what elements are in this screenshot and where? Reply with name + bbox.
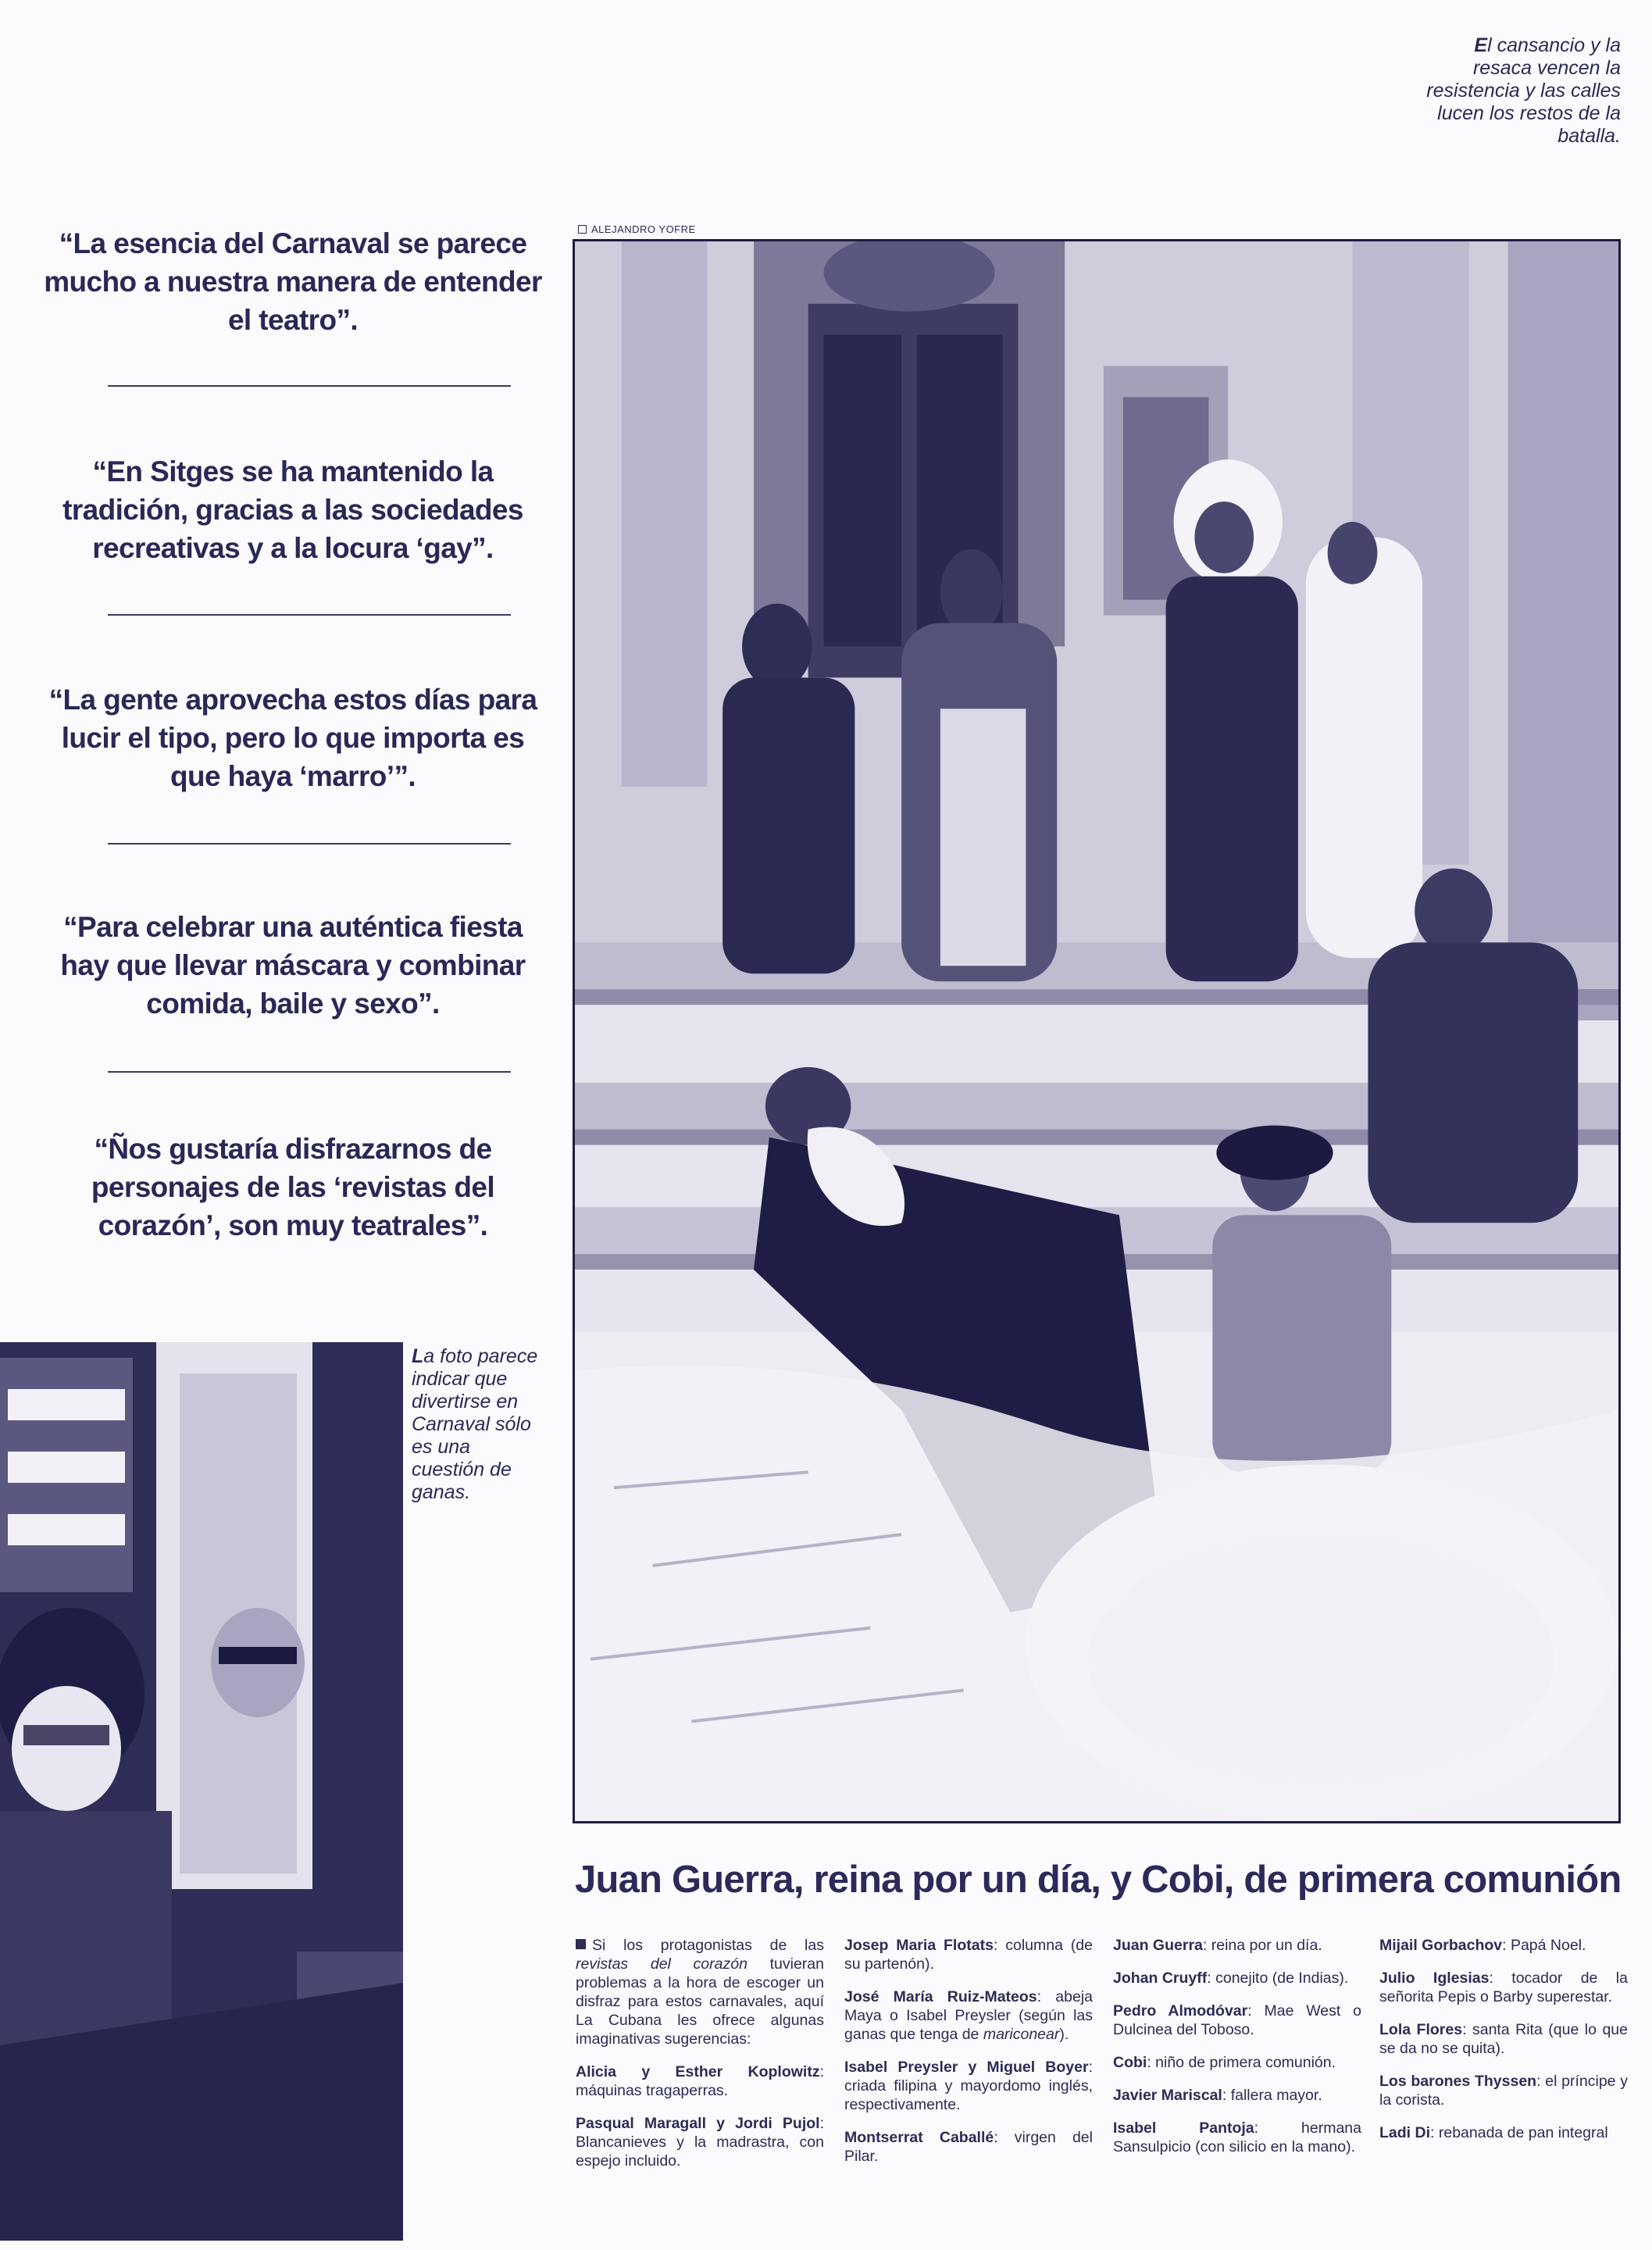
bullet-square-icon	[576, 1939, 586, 1949]
quote-divider	[108, 614, 511, 616]
entry: Montserrat Caballé: virgen del Pilar.	[844, 2129, 1093, 2165]
entry: Johan Cruyff: conejito (de Indias).	[1113, 1970, 1349, 1987]
entry: Isabel Pantoja: hermana Sansulpicio (con silicio en la mano).	[1113, 2120, 1361, 2155]
quote-divider	[108, 1071, 511, 1073]
pull-quote-2: “En Sitges se ha mantenido la tradición, gracias a las sociedades recreativas y a la locura ‘gay”.	[62, 455, 523, 564]
small-photo-image	[0, 1342, 403, 2241]
pull-quote-3: “La gente aprovecha estos días para lucir el tipo, pero lo que importa es que haya ‘marro’”.	[48, 684, 537, 792]
entry: Ladi Di: rebanada de pan integral	[1379, 2124, 1608, 2141]
entry: Alicia y Esther Koplowitz: máquinas tragaperras.	[576, 2063, 824, 2099]
caption-top	[1418, 34, 1621, 148]
entry: Javier Mariscal: fallera mayor.	[1113, 2087, 1322, 2104]
text-column-1	[576, 1936, 824, 2184]
entry: Lola Flores: santa Rita (que lo que se da no se quita).	[1379, 2021, 1628, 2057]
main-photo	[573, 239, 1621, 1823]
text-column-4	[1379, 1936, 1628, 2156]
entry: Pedro Almodóvar: Mae West o Dulcinea del Toboso.	[1113, 2002, 1362, 2038]
entry: Isabel Preysler y Miguel Boyer: criada filipina y mayordomo inglés, respectivamente.	[844, 2059, 1093, 2113]
entry: Josep Maria Flotats: columna (de su partenón).	[844, 1937, 1093, 1973]
pull-quote-4: “Para celebrar una auténtica fiesta hay que llevar máscara y combinar comida, baile y sexo”.	[60, 911, 526, 1020]
caption-side-dropcap: L	[412, 1345, 424, 1367]
caption-side	[412, 1345, 544, 1504]
caption-side-text: a foto parece indicar que divertirse en Carnaval sólo es una cuestión de ganas.	[412, 1345, 538, 1503]
entry: Juan Guerra: reina por un día.	[1113, 1937, 1322, 1954]
entry: Cobi: niño de primera comunión.	[1113, 2054, 1336, 2071]
credit-box-icon	[578, 225, 587, 234]
entry: Pasqual Maragall y Jordi Pujol: Blancanieves y la madrastra, con espejo incluido.	[576, 2115, 824, 2170]
caption-top-text: l cansancio y la resaca vencen la resistencia y las calles lucen los restos de la batalla.	[1426, 34, 1621, 147]
quote-divider	[108, 385, 511, 387]
pull-quote-5: “Ños gustaría disfrazarnos de personajes de las ‘revistas del corazón’, son muy teatrales”.	[91, 1133, 495, 1241]
pull-quote-1: “La esencia del Carnaval se parece mucho a nuestra manera de entender el teatro”.	[44, 227, 542, 336]
photo-credit-text: ALEJANDRO YOFRE	[591, 223, 696, 235]
entry: José María Ruiz-Mateos: abeja Maya o Isabel Preysler (según las ganas que tenga de mariconear).	[844, 1988, 1093, 2043]
entry: Los barones Thyssen: el príncipe y la corista.	[1379, 2073, 1628, 2109]
headline: Juan Guerra, reina por un día, y Cobi, de primera comunión	[575, 1859, 1622, 1901]
entry: Mijail Gorbachov: Papá Noel.	[1379, 1937, 1586, 1954]
photo-credit	[578, 223, 696, 235]
entry: Julio Iglesias: tocador de la señorita Pepis o Barby superestar.	[1379, 1970, 1628, 2005]
small-photo	[0, 1342, 403, 2241]
text-column-3	[1113, 1936, 1361, 2170]
main-photo-image	[575, 241, 1618, 1821]
text-column-2	[844, 1936, 1093, 2180]
intro-paragraph: Si los protagonistas de las revistas del corazón tuvieran problemas a la hora de escoger un disfraz para estos carnavales, aquí La Cubana les ofrece algunas imaginativas sugerencias:	[576, 1937, 824, 2048]
caption-top-dropcap: E	[1474, 34, 1488, 56]
quote-divider	[108, 843, 511, 845]
